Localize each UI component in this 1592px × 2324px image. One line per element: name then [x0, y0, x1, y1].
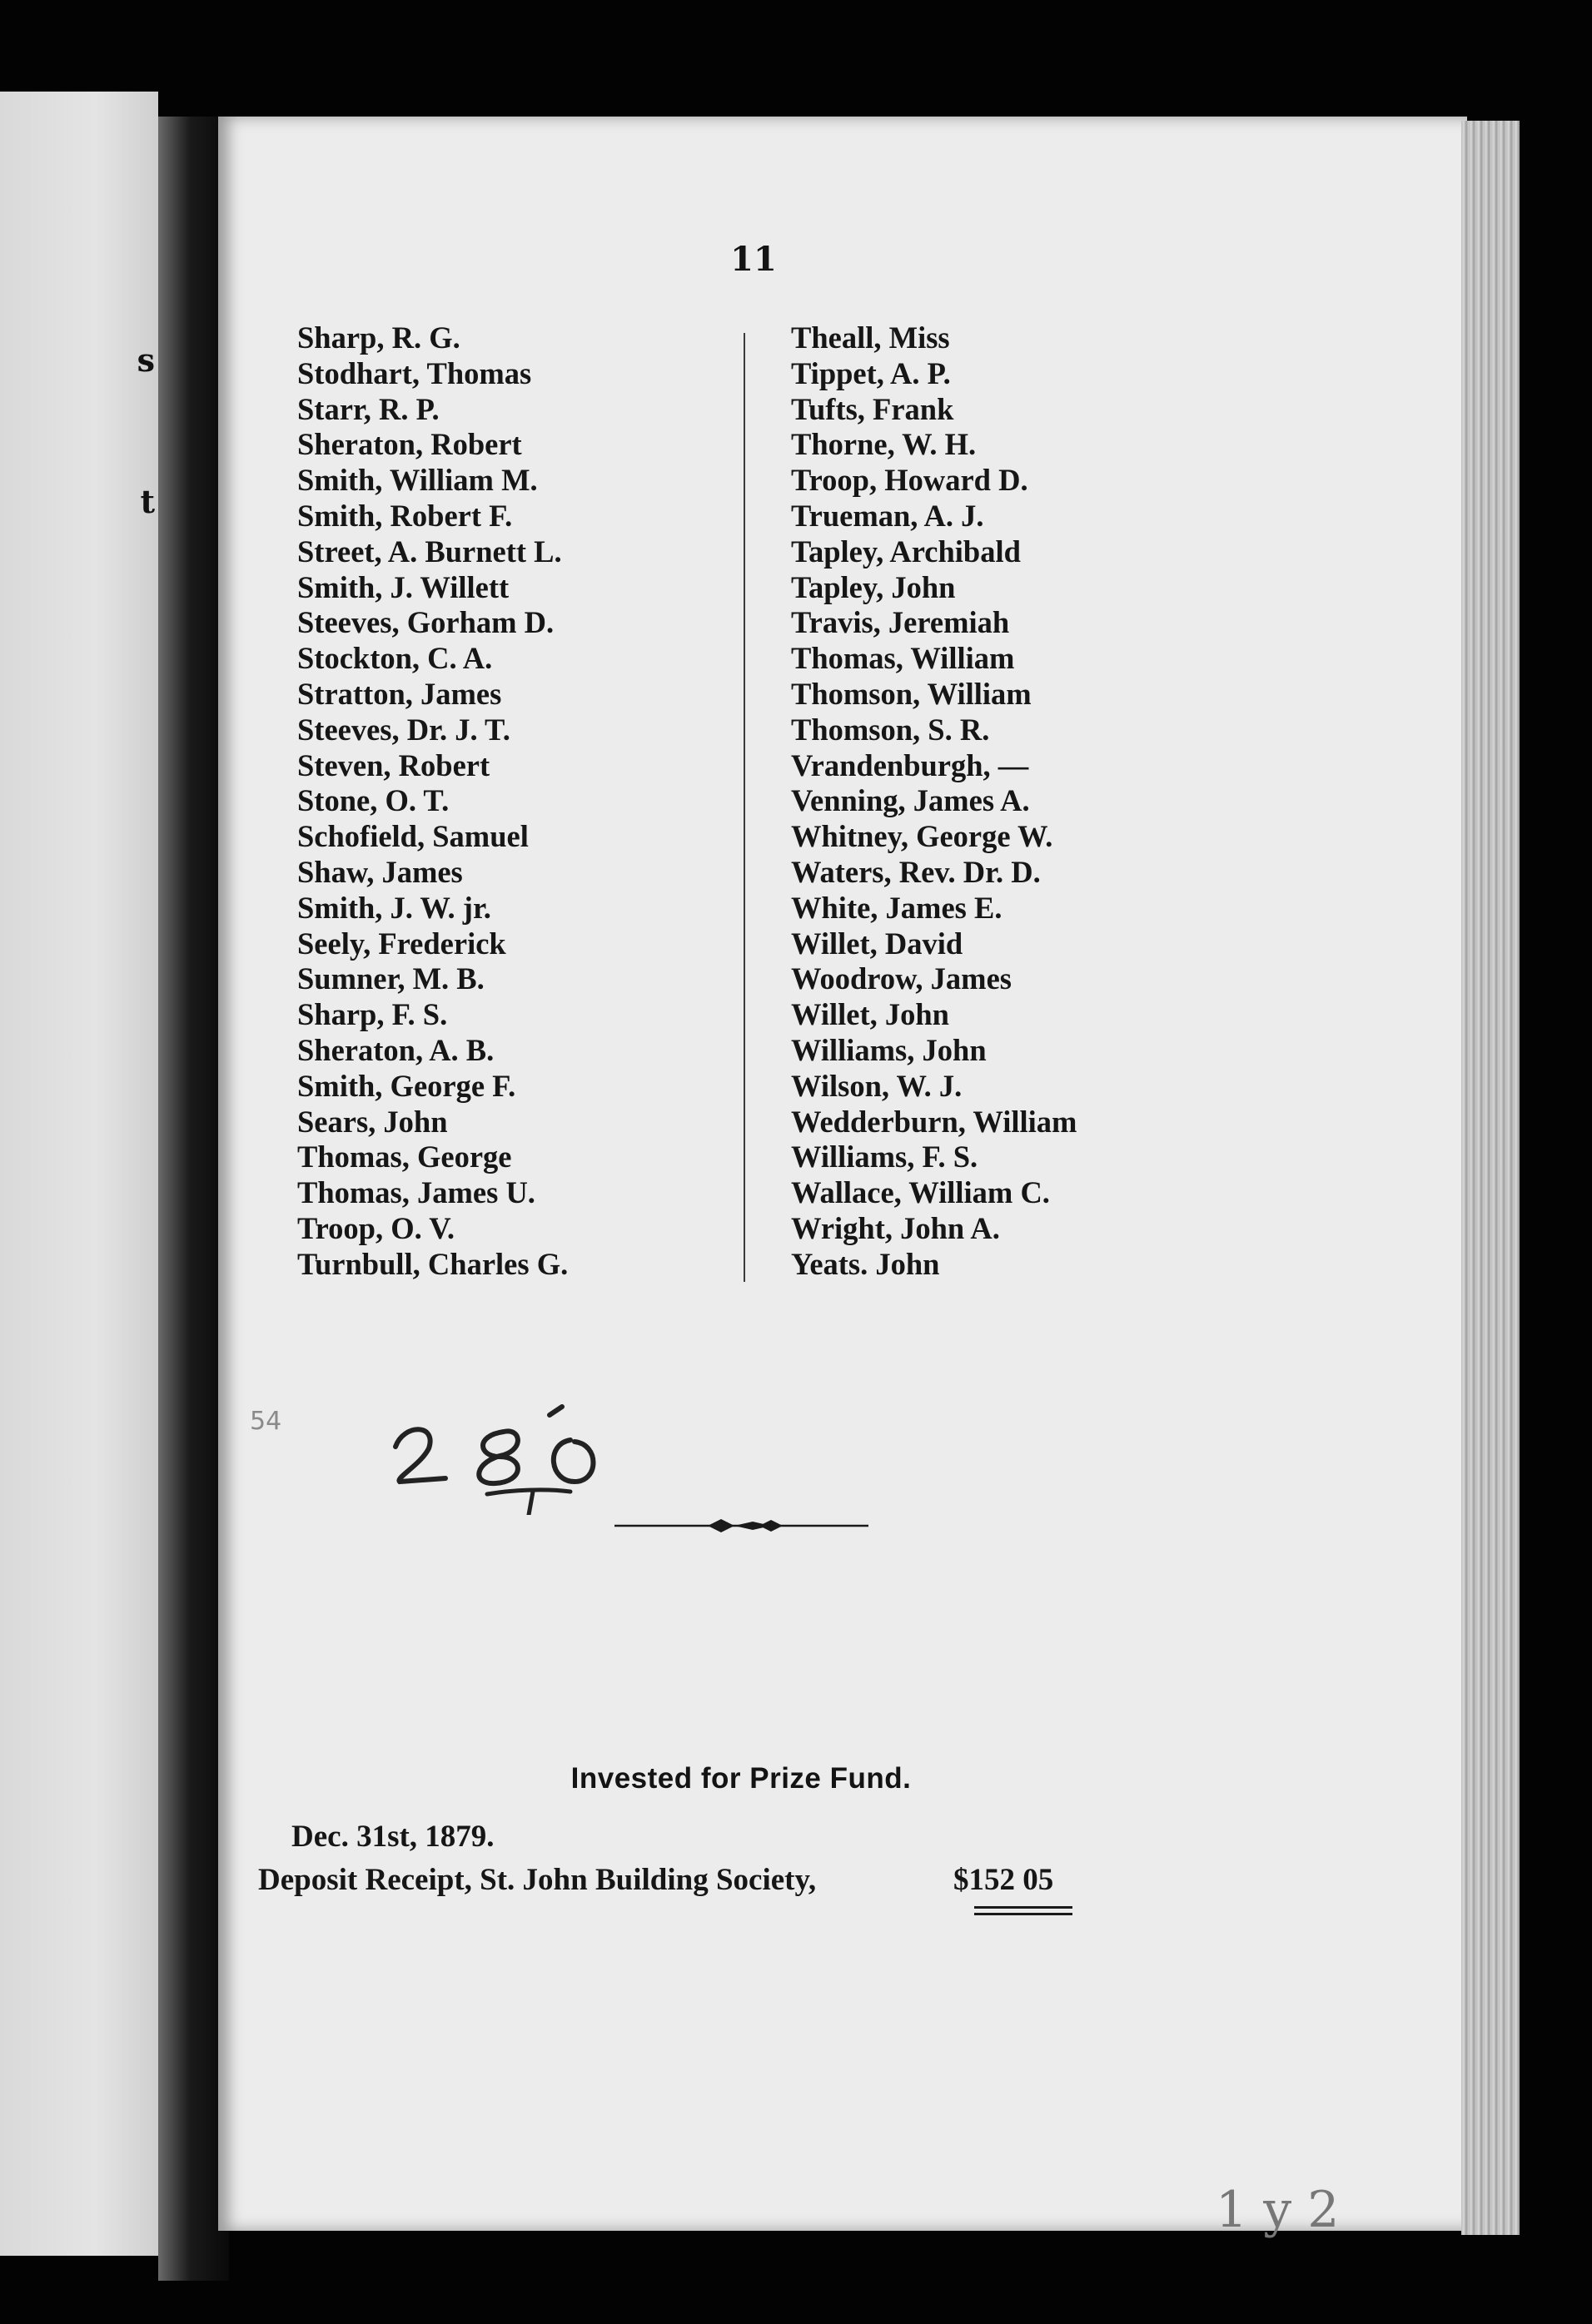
handwritten-corner-mark: 1 y 2: [1216, 2181, 1340, 2239]
name-entry: Stone, O. T.: [297, 783, 450, 818]
name-entry: Yeats. John: [791, 1246, 940, 1281]
name-entry: White, James E.: [791, 890, 1002, 925]
name-entry: Thomas, George: [297, 1140, 512, 1174]
name-entry: Trueman, A. J.: [791, 498, 984, 533]
left-page-fragment: s: [137, 341, 155, 379]
name-entry: Street, A. Burnett L.: [297, 534, 562, 569]
name-entry: Smith, J. W. jr.: [297, 890, 491, 925]
name-entry: Schofield, Samuel: [297, 819, 529, 854]
name-entry: Travis, Jeremiah: [791, 605, 1010, 640]
name-entry: Sheraton, A. B.: [297, 1032, 495, 1067]
name-entry: Sheraton, Robert: [297, 427, 522, 462]
handwritten-corner-note: 54: [250, 1407, 282, 1436]
name-entry: Tufts, Frank: [791, 391, 954, 426]
name-entry: Woodrow, James: [791, 961, 1012, 996]
name-list-left: [297, 320, 568, 1283]
name-entry: Waters, Rev. Dr. D.: [791, 854, 1041, 889]
column-divider: [744, 333, 745, 1282]
name-entry: Smith, William M.: [297, 463, 538, 498]
prize-fund-heading: Invested for Prize Fund.: [570, 1762, 912, 1795]
name-entry: Wright, John A.: [791, 1210, 1000, 1245]
page-number: 11: [730, 240, 777, 279]
name-entry: Stratton, James: [297, 676, 502, 711]
name-entry: Vrandenburgh, —: [791, 747, 1029, 782]
name-entry: Smith, George F.: [297, 1068, 516, 1103]
name-entry: Theall, Miss: [791, 320, 950, 355]
name-entry: Thorne, W. H.: [791, 427, 977, 462]
name-entry: Starr, R. P.: [297, 391, 440, 426]
name-entry: Troop, O. V.: [297, 1210, 455, 1245]
name-entry: Steven, Robert: [297, 747, 490, 782]
name-list-right: [791, 320, 1077, 1283]
name-entry: Shaw, James: [297, 854, 463, 889]
name-entry: Turnbull, Charles G.: [297, 1246, 569, 1281]
name-entry: Smith, J. Willett: [297, 569, 510, 604]
page-stack-edge: [1461, 121, 1520, 2235]
name-entry: Steeves, Dr. J. T.: [297, 712, 510, 747]
deposit-description: Deposit Receipt, St. John Building Society,: [258, 1863, 817, 1897]
name-entry: Sears, John: [297, 1104, 448, 1139]
name-entry: Willet, David: [791, 926, 963, 961]
handwritten-count-text: 282: [379, 1398, 381, 1399]
name-entry: Thomas, William: [791, 641, 1015, 676]
left-page-fragment: t: [140, 483, 155, 520]
name-entry: Wallace, William C.: [791, 1175, 1050, 1210]
name-entry: Sharp, F. S.: [297, 997, 448, 1032]
name-entry: Seely, Frederick: [297, 926, 506, 961]
name-entry: Thomas, James U.: [297, 1175, 535, 1210]
section-ornament: [614, 1513, 868, 1538]
name-entry: Sumner, M. B.: [297, 961, 485, 996]
name-entry: Thomson, William: [791, 676, 1032, 711]
name-entry: Willet, John: [791, 997, 949, 1032]
deposit-row: [258, 1862, 1078, 1904]
name-entry: Venning, James A.: [791, 783, 1030, 818]
name-entry: Tapley, John: [791, 569, 956, 604]
name-entry: Thomson, S. R.: [791, 712, 990, 747]
name-entry: Smith, Robert F.: [297, 498, 513, 533]
name-entry: Steeves, Gorham D.: [297, 605, 555, 640]
name-entry: Williams, John: [791, 1032, 987, 1067]
name-entry: Stockton, C. A.: [297, 641, 493, 676]
deposit-amount: $152 05: [953, 1863, 1054, 1897]
left-page-edge: [0, 92, 158, 2256]
name-entry: Sharp, R. G.: [297, 320, 460, 355]
name-entry: Tippet, A. P.: [791, 355, 951, 390]
handwritten-count-annotation: [379, 1398, 695, 1515]
name-entry: Whitney, George W.: [791, 819, 1053, 854]
name-entry: Wilson, W. J.: [791, 1068, 963, 1103]
name-entry: Williams, F. S.: [791, 1140, 978, 1174]
name-entry: Tapley, Archibald: [791, 534, 1021, 569]
name-entry: Troop, Howard D.: [791, 463, 1028, 498]
name-entry: Stodhart, Thomas: [297, 355, 532, 390]
name-entry: Wedderburn, William: [791, 1104, 1077, 1139]
deposit-date: Dec. 31st, 1879.: [291, 1820, 495, 1854]
total-double-rule: [974, 1906, 1072, 1918]
